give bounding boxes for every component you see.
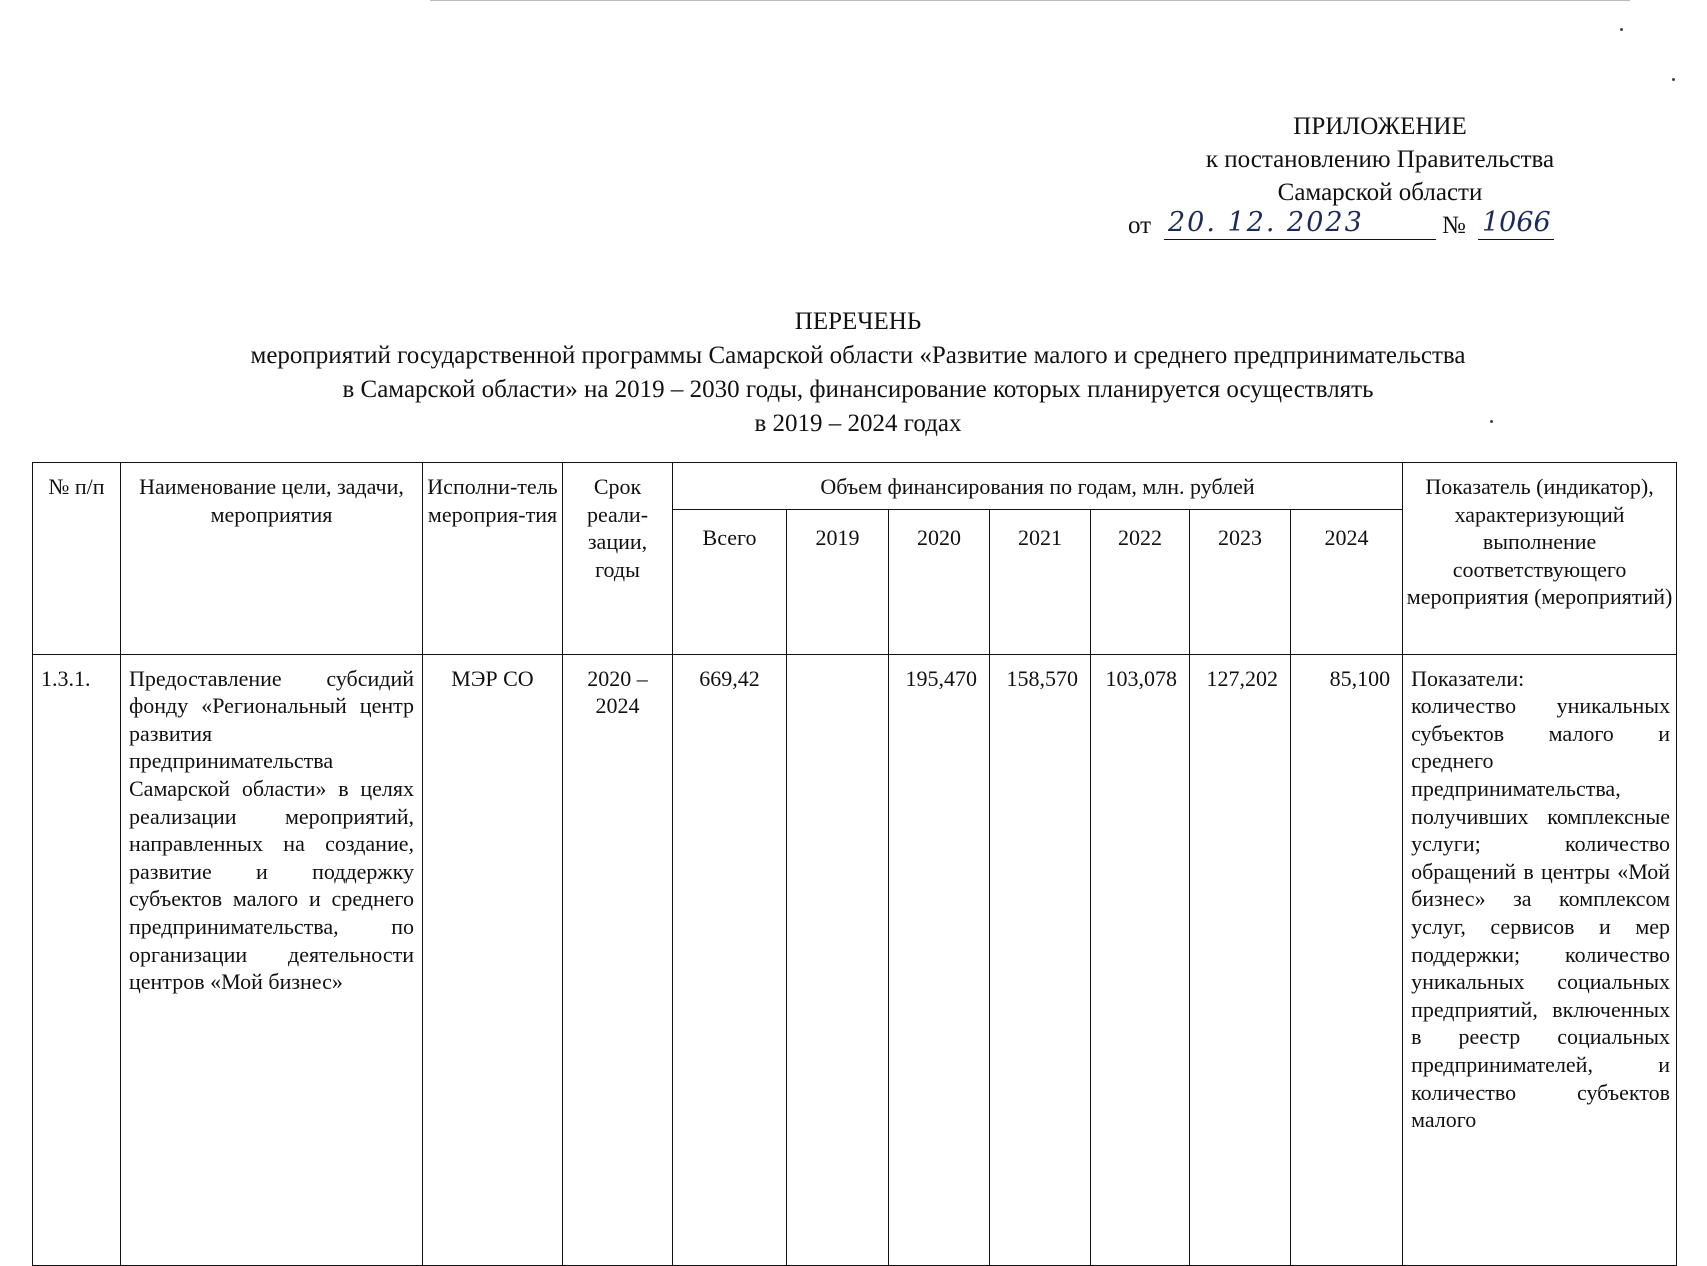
header-2024: 2024 <box>1291 509 1403 654</box>
table-row <box>33 654 1677 1265</box>
number-field <box>1478 209 1554 240</box>
cell-indicator <box>1403 654 1677 1265</box>
cell-2022: 103,078 <box>1091 654 1190 1265</box>
header-term: Срок реали-зации, годы <box>563 463 673 655</box>
cell-name: Предоставление субсидий фонду «Региональный центр развития предпринимательства Самарской области» в целях реализации мероприятий, направленных на создание, развитие и поддержку субъектов малого и среднего предпринимательства, по организации деятельности центров «Мой бизнес» <box>121 654 423 1265</box>
header-total: Всего <box>673 509 787 654</box>
header-row-1 <box>33 463 1677 510</box>
measures-table <box>32 462 1677 1266</box>
header-2023: 2023 <box>1190 509 1291 654</box>
header-executor: Исполни-тель мероприя-тия <box>423 463 563 655</box>
header-2020: 2020 <box>889 509 990 654</box>
cell-num: 1.3.1. <box>33 654 121 1265</box>
cell-2021: 158,570 <box>990 654 1091 1265</box>
header-2022: 2022 <box>1091 509 1190 654</box>
title-heading: ПЕРЕЧЕНЬ <box>794 308 922 335</box>
annex-line-2: Самарской области <box>1277 179 1483 206</box>
cell-2023: 127,202 <box>1190 654 1291 1265</box>
cell-term: 2020 – 2024 <box>563 654 673 1265</box>
annex-heading: ПРИЛОЖЕНИЕ <box>1293 113 1467 140</box>
date-prefix: от <box>1128 212 1152 239</box>
header-funding-group: Объем финансирования по годам, млн. рублей <box>673 463 1403 510</box>
cell-executor: МЭР СО <box>423 654 563 1265</box>
header-name: Наименование цели, задачи, мероприятия <box>121 463 423 655</box>
annex-block <box>1100 110 1660 239</box>
scan-edge-line <box>430 0 1630 1</box>
indicator-title: Показатели: <box>1411 665 1525 691</box>
title-line-3: в 2019 – 2024 годах <box>754 410 962 437</box>
cell-2024: 85,100 <box>1291 654 1403 1265</box>
annex-line-1: к постановлению Правительства <box>1205 146 1555 173</box>
annex-date-line <box>1128 209 1658 243</box>
scan-speck <box>1620 28 1623 31</box>
title-line-1: мероприятий государственной программы Самарской области «Развитие малого и среднего предпринимательства <box>250 342 1466 369</box>
cell-2020: 195,470 <box>889 654 990 1265</box>
document-title <box>40 305 1676 441</box>
cell-2019 <box>787 654 889 1265</box>
header-num: № п/п <box>33 463 121 655</box>
header-2021: 2021 <box>990 509 1091 654</box>
indicator-text: количество уникальных субъектов малого и среднего предпринимательства, получивших комплексные услуги; количество обращений в центры «Мой бизнес» за комплексом услуг, сервисов и мер поддержки; количество уникальных социальных предприятий, включенных в реестр социальных предпринимателей, и количество субъектов малого <box>1411 693 1671 1133</box>
scan-speck <box>1672 78 1675 81</box>
number-label: № <box>1442 212 1466 239</box>
header-indicator: Показатель (индикатор), характеризующий выполнение соответствующего мероприятия (мероприятий) <box>1403 463 1677 655</box>
cell-total: 669,42 <box>673 654 787 1265</box>
date-field <box>1164 209 1436 240</box>
handwritten-date: 20. 12. 2023 <box>1168 207 1364 238</box>
header-2019: 2019 <box>787 509 889 654</box>
title-line-2: в Самарской области» на 2019 – 2030 годы, финансирование которых планируется осуществлять <box>342 376 1374 403</box>
scan-speck <box>1490 420 1493 423</box>
handwritten-number: 1066 <box>1482 207 1551 238</box>
